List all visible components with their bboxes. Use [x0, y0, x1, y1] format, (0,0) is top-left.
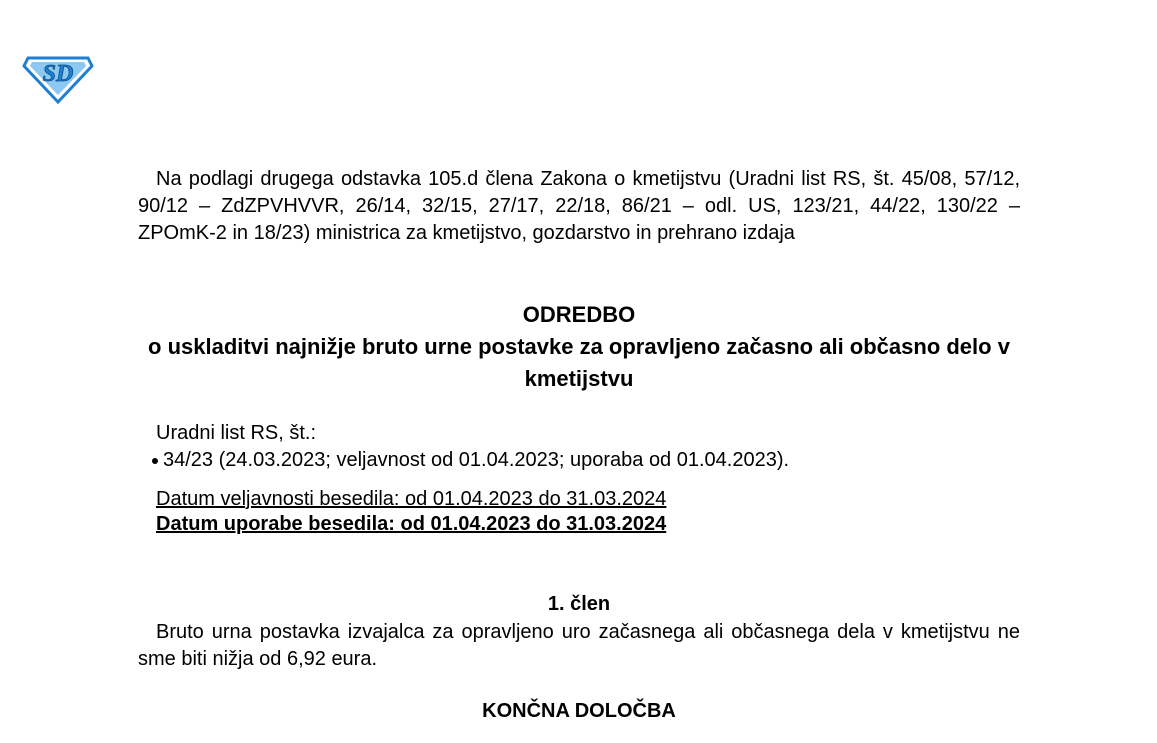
- official-gazette-item-text: 34/23 (24.03.2023; veljavnost od 01.04.2023; uporaba od 01.04.2023).: [163, 449, 790, 471]
- validity-date: Datum veljavnosti besedila: od 01.04.2023 do 31.03.2024: [156, 488, 667, 510]
- article-1-title: 1. člen: [547, 593, 611, 615]
- official-gazette-item: [152, 447, 789, 474]
- sd-shield-logo: [22, 48, 94, 104]
- bullet-icon: [152, 458, 158, 464]
- svg-text:SD: SD: [42, 61, 74, 87]
- final-provision-heading: KONČNA DOLOČBA: [482, 700, 676, 722]
- official-gazette-label: Uradni list RS, št.:: [156, 422, 317, 444]
- usage-date: Datum uporabe besedila: od 01.04.2023 do 31.03.2024: [156, 513, 667, 535]
- intro-paragraph: Na podlagi drugega odstavka 105.d člena Zakona o kmetijstvu (Uradni list RS, št. 45/08, 57/12, 90/12 – ZdZPVHVVR, 26/14, 32/15, 27/17, 22/18, 86/21 – odl. US, 123/21, 44/22, 130/22 – ZPOmK-2 in 18/23) ministrica za kmetijstvo, gozdarstvo in prehrano izdaja: [138, 168, 1020, 244]
- document-title: ODREDBO: [522, 302, 636, 327]
- document-subtitle: o uskladitvi najnižje bruto urne postavke za opravljeno začasno ali občasno delo v kmetijstvu: [148, 334, 1010, 391]
- article-1-text: Bruto urna postavka izvajalca za opravljeno uro začasnega ali občasnega dela v kmetijstvu ne sme biti nižja od 6,92 eura.: [138, 621, 1020, 670]
